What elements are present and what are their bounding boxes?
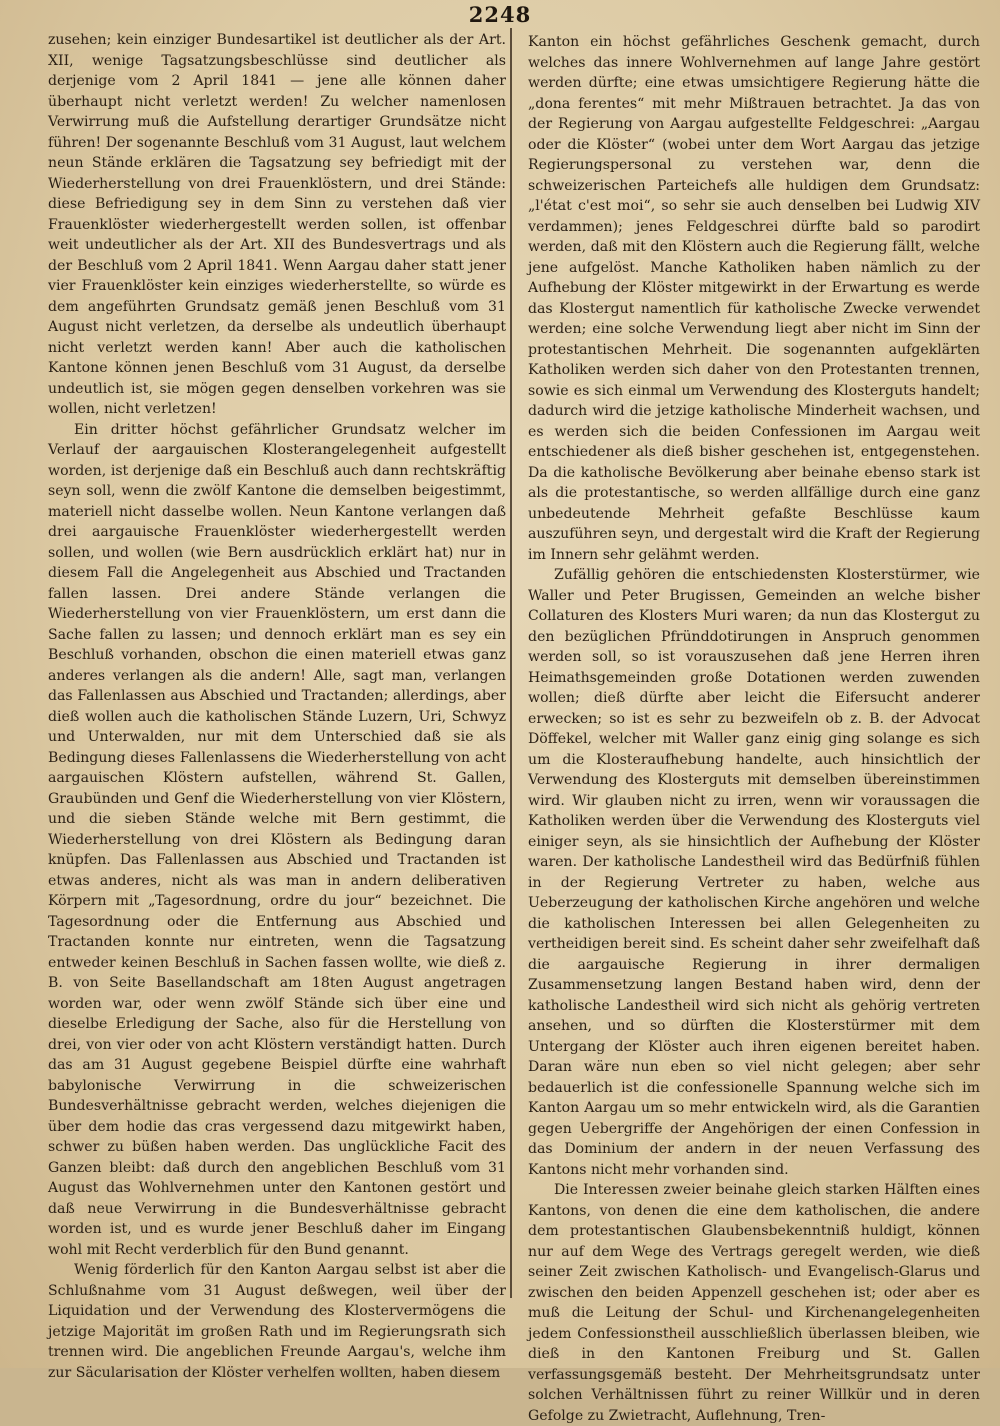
paragraph: Kanton ein höchst gefährliches Geschenk gemacht, durch welches das innere Wohlvernehmen auf lange Jahre gestört werden dürfte; eine etwas umsichtigere Regierung hätte die „dona ferentes“ mit mehr Mißtrauen betrachtet. Ja das von der Regierung von Aargau aufgestellte Feldgeschrei: „Aargau oder die Klöster“ (wobei unter dem Wort Aargau das jetzige Regierungspersonal zu verstehen war, denn die schweizerischen Parteichefs alle huldigen dem Grundsatz: „l'état c'est moi“, so sehr sie auch denselben bei Ludwig XIV verdammen); jenes Feldgeschrei dürfte bald so parodirt werden, daß mit den Klöstern auch die Regierung fällt, welche jene aufgelöst. Manche Katholiken haben nämlich zu der Aufhebung der Klöster mitgewirkt in der Erwartung es werde das Klostergut namentlich für katholische Zwecke verwendet werden; eine solche Verwendung liegt aber nicht im Sinn der protestantischen Mehrheit. Die sogenannten aufgeklärten Katholiken werden sich daher von den Protestanten trennen, sowie es sich einmal um Verwendung des Klosterguts handelt; dadurch wird die jetzige katholische Minderheit wachsen, und es werden sich die beiden Confessionen im Aargau weit entschiedener als dieß bisher geschehen ist, entgegenstehen. Da die katholische Bevölkerung aber beinahe ebenso stark ist als die protestantische, so werden allfällige durch eine ganz unbedeutende Mehrheit gefaßte Beschlüsse kaum auszuführen seyn, und dergestalt wird die Kraft der Regierung im Innern sehr gelähmt werden.	[528, 34, 980, 563]
column-divider	[510, 28, 512, 1298]
paragraph: Wenig förderlich für den Kanton Aargau selbst ist aber die Schlußnahme vom 31 August deßwegen, weil über der Liquidation und der Verwendung des Klostervermögens die jetzige Majorität im großen Rath und im Regierungsrath sich trennen wird. Die angeblichen Freunde Aargau's, welche ihm zur Säcularisation der Klöster verhelfen wollten, haben diesem	[48, 1262, 506, 1381]
paragraph: Die Interessen zweier beinahe gleich starken Hälften eines Kantons, von denen die eine dem katholischen, die andere dem protestantischen Glaubensbekenntniß huldigt, können nur auf dem Wege des Vertrags geregelt werden, wie dieß seiner Zeit zwischen Katholisch- und Evangelisch-Glarus und zwischen den beiden Appenzell geschehen ist; oder aber es muß die Leitung der Schul- und Kirchenangelegenheiten jedem Confessionstheil ausschließlich überlassen bleiben, wie dieß in den Kantonen Freiburg und St. Gallen verfassungsgemäß besteht. Der Mehrheitsgrundsatz unter solchen Verhältnissen führt zu reiner Willkür und in deren Gefolge zu Zwietracht, Auflehnung, Tren-	[528, 1182, 980, 1424]
paragraph: Zufällig gehören die entschiedensten Klosterstürmer, wie Waller und Peter Brugissen, Gemeinden an welche bisher Collaturen des Klosters Muri waren; da nun das Klostergut zu den bezüglichen Pfründdotirungen in Anspruch genommen werden soll, so ist vorauszusehen daß jene Herren ihren Heimathsgemeinden große Dotationen werden zuwenden wollen; dieß dürfte aber leicht die Eifersucht anderer erwecken; so ist es sehr zu bezweifeln ob z. B. der Advocat Döffekel, welcher mit Waller ganz einig ging solange es sich um die Klosteraufhebung handelte, auch hinsichtlich der Verwendung des Klosterguts mit demselben übereinstimmen wird. Wir glauben nicht zu irren, wenn wir voraussagen die Katholiken werden über die Verwendung des Klosterguts viel einiger seyn, als sie hinsichtlich der Aufhebung der Klöster waren. Der katholische Landestheil wird das Bedürfniß fühlen in der Regierung Vertreter zu haben, welche aus Ueberzeugung der katholischen Kirche angehören und welche die katholischen Interessen bei allen Gelegenheiten zu vertheidigen bereit sind. Es scheint daher sehr zweifelhaft daß die aargauische Regierung in ihrer dermaligen Zusammensetzung langen Bestand haben wird, denn der katholische Landestheil wird sich nicht als gehörig vertreten ansehen, und so dürften die Klosterstürmer mit dem Untergang der Klöster auch ihren eigenen bereitet haben. Daran wäre nun eben so viel nicht gelegen; aber sehr bedauerlich ist die confessionelle Spannung welche sich im Kanton Aargau um so mehr entwickeln wird, als die Garantien gegen Uebergriffe der Angehörigen der einen Confession in das Dominium der andern in der neuen Verfassung des Kantons nicht mehr vorhanden sind.	[528, 567, 980, 1178]
left-column	[48, 30, 506, 1383]
right-column	[528, 32, 980, 1426]
paragraph: zusehen; kein einziger Bundesartikel ist deutlicher als der Art. XII, wenige Tagsatzungsbeschlüsse sind deutlicher als derjenige vom 2 April 1841 — jene alle können daher überhaupt nicht verletzt werden! Zu welcher namenlosen Verwirrung muß die Aufstellung derartiger Grundsätze nicht führen! Der sogenannte Beschluß vom 31 August, laut welchem neun Stände erklären die Tagsatzung sey befriedigt mit der Wiederherstellung von drei Frauenklöstern, und drei Stände: diese Befriedigung sey in dem Sinn zu verstehen daß vier Frauenklöster wiederhergestellt werden sollen, ist offenbar weit undeutlicher als der Art. XII des Bundesvertrags und als der Beschluß vom 2 April 1841. Wenn Aargau daher statt jener vier Frauenklöster kein einziges wiederherstellte, so würde es dem angeführten Grundsatz gemäß jenen Beschluß vom 31 August nicht verletzen, da derselbe als undeutlich überhaupt nicht verletzt werden kann! Aber auch die katholischen Kantone können jenen Beschluß vom 31 August, da derselbe undeutlich ist, sie mögen gegen denselben vorkehren was sie wollen, nicht verletzen!	[48, 32, 506, 417]
page-number: 2248	[468, 2, 532, 27]
paragraph: Ein dritter höchst gefährlicher Grundsatz welcher im Verlauf der aargauischen Klosterangelegenheit aufgestellt worden, ist derjenige daß ein Beschluß auch dann rechtskräftig seyn soll, wenn die zwölf Kantone die demselben beigestimmt, materiell nicht dasselbe wollen. Neun Kantone verlangen daß drei aargauische Frauenklöster wiederhergestellt werden sollen, und wollen (wie Bern ausdrücklich erklärt hat) nur in diesem Fall die Angelegenheit aus Abschied und Tractanden fallen lassen. Drei andere Stände verlangen die Wiederherstellung von vier Frauenklöstern, um erst dann die Sache fallen zu lassen; und dennoch erklärt man es sey ein Beschluß vorhanden, obschon die einen materiell etwas ganz anderes verlangen als die andern! Alle, sagt man, verlangen das Fallenlassen aus Abschied und Tractanden; allerdings, aber dieß wollen auch die katholischen Stände Luzern, Uri, Schwyz und Unterwalden, nur mit dem Unterschied daß sie als Bedingung dieses Fallenlassens die Wiederherstellung von acht aargauischen Klöstern aufstellen, während St. Gallen, Graubünden und Genf die Wiederherstellung von vier Klöstern, und die sieben Stände welche mit Bern gestimmt, die Wiederherstellung von drei Klöstern als Bedingung daran knüpfen. Das Fallenlassen aus Abschied und Tractanden ist etwas anderes, nicht als was man in andern deliberativen Körpern mit „Tagesordnung, ordre du jour“ bezeichnet. Die Tagesordnung oder die Entfernung aus Abschied und Tractanden konnte nur eintreten, wenn die Tagsatzung entweder keinen Beschluß in Sachen fassen wollte, wie dieß z. B. von Seite Basellandschaft am 18ten August angetragen worden war, oder wenn zwölf Stände sich über eine und dieselbe Erledigung der Sache, also für die Herstellung von drei, von vier oder von acht Klöstern verständigt hatten. Durch das am 31 August gegebene Beispiel dürfte eine wahrhaft babylonische Verwirrung in die schweizerischen Bundesverhältnisse gebracht werden, welches diejenigen die über dem hodie das cras vergessend dazu mitgewirkt haben, schwer zu büßen haben werden. Das unglückliche Facit des Ganzen bleibt: daß durch den angeblichen Beschluß vom 31 August das Wohlvernehmen unter den Kantonen gestört und daß neue Verwirrung in die Bundesverhältnisse gebracht worden ist, und es wurde jener Beschluß daher im Eingang wohl mit Recht verderblich für den Bund genannt.	[48, 421, 506, 1258]
